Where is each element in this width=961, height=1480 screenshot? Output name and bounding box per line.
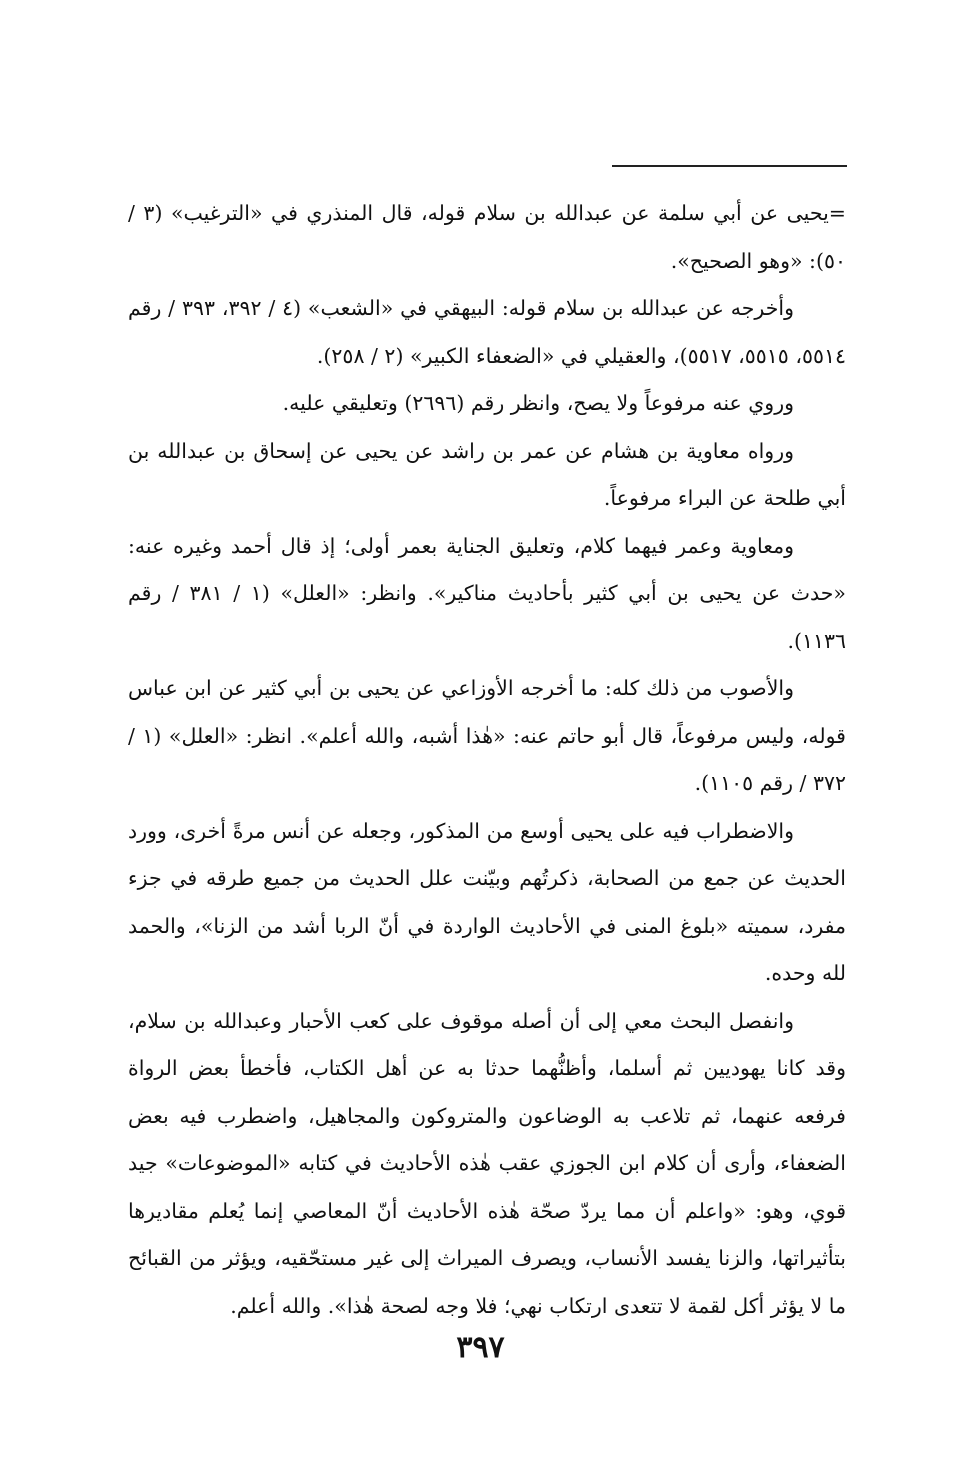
footnote-paragraph-3: وروي عنه مرفوعاً ولا يصح، وانظر رقم (٢٦٩٦) وتعليقي عليه. — [282, 391, 794, 415]
footnote-paragraph-6: والأصوب من ذلك كله: ما أخرجه الأوزاعي عن يحيى بن أبي كثير عن ابن عباس قوله، وليس مرفوعاً، قال أبو حاتم عنه: «هٰذا أشبه، والله أعلم». انظر: «العلل» (١ / ٣٧٢ / رقم ١١٠٥). — [128, 676, 846, 795]
footnote-paragraph-5: ومعاوية وعمر فيهما كلام، وتعليق الجناية بعمر أولى؛ إذ قال أحمد وغيره عنه: «حدث عن يحيى بن أبي كثير بأحاديث مناكير». وانظر: «العلل» (١ / ٣٨١ / رقم ١١٣٦). — [128, 533, 846, 653]
page-number: ٣٩٧ — [456, 1330, 505, 1365]
footnote-paragraph-7: والاضطراب فيه على يحيى أوسع من المذكور، وجعله عن أنس مرةً أخرى، وورد الحديث عن جمع من الصحابة، ذكرتُهم وبيّنت علل الحديث من جميع طرقه في جزء مفرد، سميته «بلوغ المنى في الأحاديث الواردة في أنّ الربا أشد من الزنا»، والحمد لله وحده. — [128, 818, 846, 985]
footnote-text-block — [128, 190, 846, 1330]
footnote-paragraph-8: وانفصل البحث معي إلى أن أصله موقوف على كعب الأحبار وعبدالله بن سلام، وقد كانا يهوديين ثم أسلما، وأظنُّهما حدثا به عن أهل الكتاب، فأخطأ بعض الرواة فرفعه عنهما، ثم تلاعب به الوضاعون والمتروكون والمجاهيل، واضطرب فيه بعض الضعفاء، وأرى أن كلام ابن الجوزي عقب هٰذه الأحاديث في كتابه «الموضوعات» جيد قوي، وهو: «واعلم أن مما يردّ صحّة هٰذه الأحاديث أنّ المعاصي إنما يُعلم مقاديرها بتأثيراتها، والزنا يفسد الأنساب، ويصرف الميراث إلى غير مستحّقيه، ويؤثر من القبائح ما لا يؤثر أكل لقمة لا تتعدى ارتكاب نهي؛ فلا وجه لصحة هٰذا». والله أعلم. — [128, 1008, 846, 1318]
footnote-paragraph-4: ورواه معاوية بن هشام عن عمر بن راشد عن يحيى عن إسحاق بن عبدالله بن أبي طلحة عن البراء مرفوعاً. — [128, 438, 846, 510]
footnote-paragraph-2: وأخرجه عن عبدالله بن سلام قوله: البيهقي في «الشعب» (٤ / ٣٩٢، ٣٩٣ / رقم ٥٥١٤، ٥٥١٥، ٥٥١٧)، والعقيلي في «الضعفاء الكبير» (٢ / ٢٥٨). — [128, 296, 846, 368]
footnote-paragraph-1: =يحيى عن أبي سلمة عن عبدالله بن سلام قوله، قال المنذري في «الترغيب» (٣ / ٥٠): «وهو الصحيح». — [128, 201, 846, 273]
footnote-separator-line — [612, 165, 847, 167]
